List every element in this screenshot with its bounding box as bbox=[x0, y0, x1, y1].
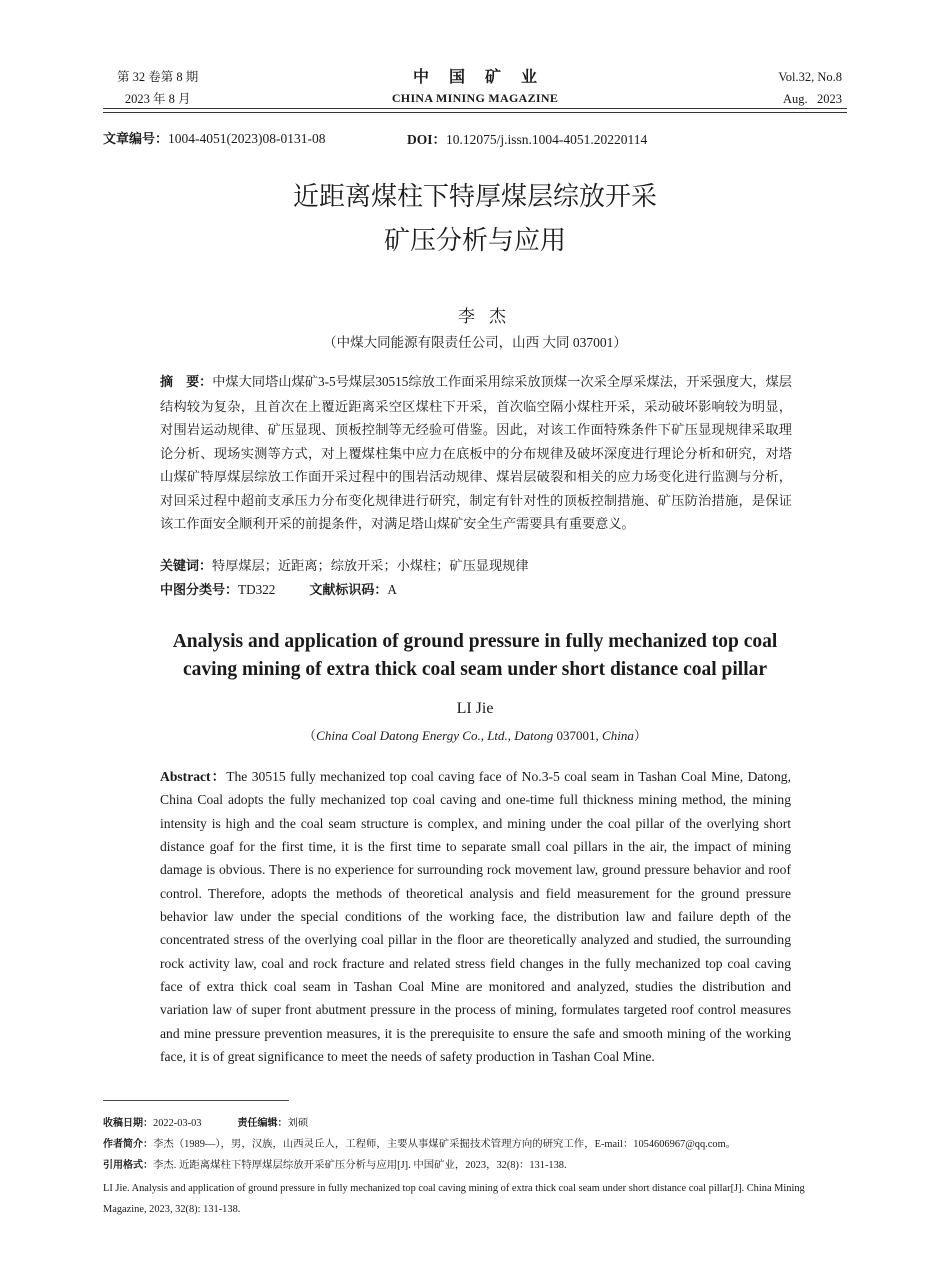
abstract-cn-text: 中煤大同塔山煤矿3-5号煤层30515综放工作面采用综采放顶煤一次采全厚采煤法，开采强度大，煤层结构较为复杂，且首次在上覆近距离采空区煤柱下开采，首次临空隔小煤柱开采，采动破坏影响较为明显，对围岩运动规律、矿压显现、顶板控制等无经验可借鉴。因此，对该工作面特殊条件下矿压显现规律采取理论分析、现场实测等方式，对上覆煤柱集中应力在底板中的分布规律及破坏深度进行理论分析和研究，对塔山煤矿特厚煤层综放工作面开采过程中的围岩活动规律、煤岩层破裂和相关的应力场变化进行监测与分析，对回采过程中超前支承压力分布变化规律进行研究，制定有针对性的顶板控制措施、矿压防治措施，是保证该工作面安全顺利开采的前提条件，对满足塔山煤矿安全生产需要具有重要意义。 bbox=[160, 374, 792, 531]
abstract-en bbox=[160, 765, 791, 1068]
classification-cn bbox=[160, 579, 792, 598]
article-number-label: 文章编号： bbox=[103, 132, 169, 147]
date-en: Aug. 2023 bbox=[782, 92, 842, 106]
received-label: 收稿日期： bbox=[103, 1118, 153, 1129]
volume-issue-cn: 第 32 卷第 8 期 bbox=[117, 70, 199, 84]
author-en: LI Jie bbox=[456, 700, 494, 717]
keywords-cn-text: 特厚煤层；近距离；综放开采；小煤柱；矿压显现规律 bbox=[212, 558, 529, 573]
journal-name-en: CHINA MINING MAGAZINE bbox=[391, 91, 559, 105]
doc-code-label: 文献标识码： bbox=[309, 583, 388, 598]
clc-label: 中图分类号： bbox=[160, 583, 239, 598]
affiliation-en: （China Coal Datong Energy Co., Ltd., Datong 037001, China） bbox=[303, 728, 647, 743]
title-en-line1: Analysis and application of ground pressure in fully mechanized top coal bbox=[172, 631, 778, 652]
doi-value: 10.12075/j.issn.1004-4051.20220114 bbox=[446, 132, 648, 147]
article-number-value: 1004-4051(2023)08-0131-08 bbox=[168, 131, 326, 146]
keywords-cn-label: 关键词： bbox=[160, 559, 213, 574]
abstract-en-text: The 30515 fully mechanized top coal caving face of No.3-5 coal seam in Tashan Coal Mine, Datong, China Coal adopts the fully mechanized top coal caving and one-time full thickness mining method, the mining intensity is high and the coal seam structure is complex, and mining under the coal pillar of the overlying short distance goaf for the first time, it is the first time to separate small coal pillars in the air, the impact of mining damage is obvious. There is no experience for surrounding rock movement law, ground pressure behavior and roof control. Therefore, adopts the methods of theoretical analysis and field measurement for the ground pressure behavior law under the special conditions of the working face, the distribution law and failure depth of the concentrated stress of the overlying coal pillar in the floor are theoretically analyzed and studied, the surrounding rock activity law, coal and rock fracture and related stress field changes in the fully mechanized top coal caving face of extra thick coal seam in Tashan Coal Mine are monitored and analyzed, studies the distribution and variation law of super front abutment pressure in the process of mining, formulates targeted roof control measures and mine pressure prevention measures, it is the prerequisite to ensure the safe and smooth mining of the working face, it is of great significance to meet the needs of safety production in Tashan Coal Mine. bbox=[160, 769, 791, 1065]
journal-name-cn: 中国矿业 bbox=[412, 67, 557, 86]
title-en-line2: caving mining of extra thick coal seam under short distance coal pillar bbox=[182, 659, 768, 680]
footnote-citation-cn bbox=[103, 1158, 849, 1173]
editor-name: 刘硕 bbox=[287, 1118, 309, 1129]
doc-code-value: A bbox=[387, 582, 397, 597]
abstract-en-label: Abstract： bbox=[160, 769, 227, 784]
author-cn: 李杰 bbox=[458, 307, 520, 327]
doi-label: DOI： bbox=[407, 132, 447, 147]
affiliation-cn: （中煤大同能源有限责任公司，山西 大同 037001） bbox=[323, 335, 627, 350]
footnote-citation-en: LI Jie. Analysis and application of ground pressure in fully mechanized top coal caving mining of extra thick coal seam under short distance coal pillar[J]. China Mining Magazine, 2023, 32(8): 131-138. bbox=[103, 1183, 805, 1215]
title-cn-line1: 近距离煤柱下特厚煤层综放开采 bbox=[292, 182, 657, 212]
received-date: 2022-03-03 bbox=[153, 1118, 202, 1129]
volume-issue-en: Vol.32, No.8 bbox=[778, 70, 842, 84]
footnote-received bbox=[103, 1116, 849, 1131]
abstract-cn-label: 摘 要： bbox=[160, 375, 213, 390]
clc-value: TD322 bbox=[238, 582, 276, 597]
date-cn: 2023 年 8 月 bbox=[124, 92, 191, 106]
title-cn bbox=[0, 175, 950, 263]
author-bio-label: 作者简介： bbox=[103, 1139, 153, 1150]
citation-label: 引用格式： bbox=[103, 1160, 153, 1171]
affiliation-en-country: China bbox=[602, 728, 634, 743]
keywords-cn bbox=[160, 555, 792, 574]
author-bio-text: 李杰（1989—），男，汉族，山西灵丘人，工程师，主要从事煤矿采掘技术管理方向的研究工作，E-mail：1054606967@qq.com。 bbox=[153, 1139, 737, 1150]
title-en bbox=[0, 628, 950, 684]
affiliation-en-org: China Coal Datong Energy Co., Ltd., Datong bbox=[316, 728, 554, 743]
footnote-rule bbox=[103, 1100, 289, 1101]
citation-cn-text: 李杰. 近距离煤柱下特厚煤层综放开采矿压分析与应用[J]. 中国矿业，2023，32(8)：131-138. bbox=[153, 1160, 567, 1171]
doi bbox=[407, 128, 647, 148]
title-cn-line2: 矿压分析与应用 bbox=[383, 226, 566, 256]
article-number bbox=[103, 128, 326, 147]
header-right bbox=[778, 66, 842, 110]
abstract-cn bbox=[160, 370, 792, 536]
footnote-author-bio bbox=[103, 1137, 849, 1152]
header-rule-top bbox=[103, 108, 847, 109]
header-rule-bottom bbox=[103, 112, 847, 113]
editor-label: 责任编辑： bbox=[237, 1118, 288, 1129]
